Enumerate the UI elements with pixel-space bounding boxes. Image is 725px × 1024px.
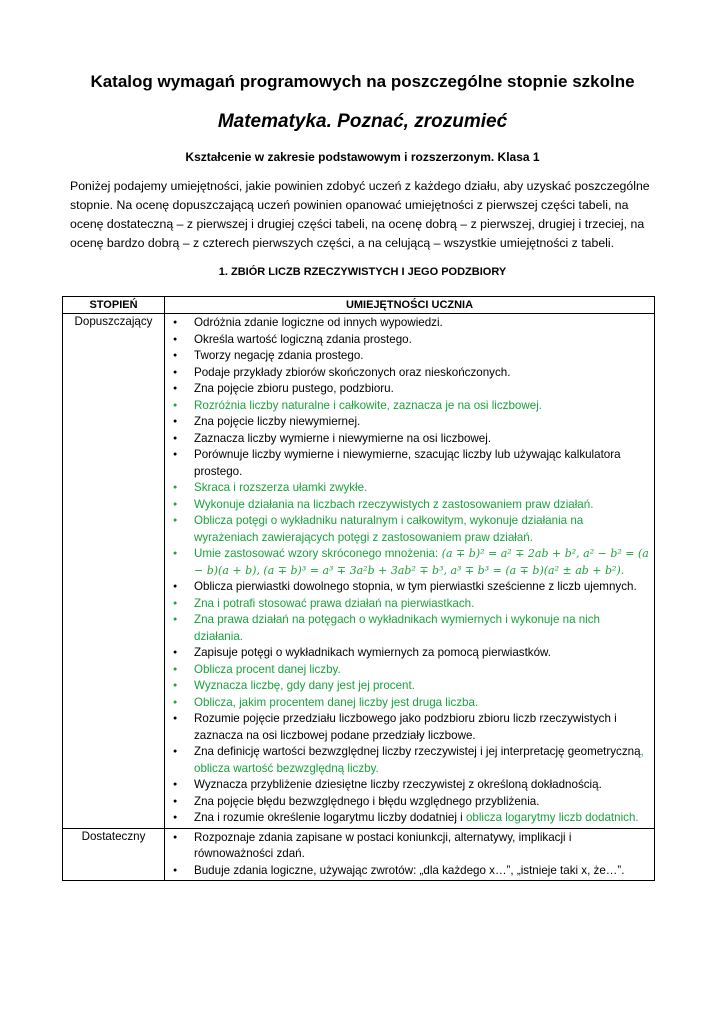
section-title: 1. ZBIÓR LICZB RZECZYWISTYCH I JEGO PODZBIORY xyxy=(218,266,507,278)
skill-text: Oblicza, jakim procentem danej liczby jest druga liczba. xyxy=(194,695,479,709)
skill-item xyxy=(165,711,650,744)
skill-item xyxy=(165,414,650,431)
skill-text: Wykonuje działania na liczbach rzeczywistych z zastosowaniem praw działań. xyxy=(194,497,594,511)
skill-item xyxy=(165,480,650,497)
skill-text: Podaje przykłady zbiorów skończonych oraz nieskończonych. xyxy=(194,365,511,379)
requirements-table xyxy=(62,296,655,881)
grade-cell: Dopuszczający xyxy=(63,314,165,829)
skill-text: Wyznacza przybliżenie dziesiętne liczby rzeczywistej z określoną dokładnością. xyxy=(194,778,602,791)
skill-text: Zna prawa działań na potęgach o wykładnikach wymiernych i wykonuje na nich działania. xyxy=(194,613,601,643)
skill-item xyxy=(165,513,650,546)
table-header-row xyxy=(63,297,655,314)
skill-text: Tworzy negację zdania prostego. xyxy=(194,349,364,362)
skills-cell xyxy=(165,314,655,829)
skill-item xyxy=(165,794,650,811)
skills-list xyxy=(165,314,654,828)
skill-text: Wyznacza liczbę, gdy dany jest jej procent. xyxy=(194,679,415,692)
skill-text: Zna i potrafi stosować prawa działań na pierwiastkach. xyxy=(194,596,475,610)
header-grade: STOPIEŃ xyxy=(63,297,165,314)
table-body xyxy=(63,314,655,881)
skill-text: , oblicza wartość bezwzględną liczby. xyxy=(194,745,644,775)
skill-item xyxy=(165,579,650,596)
skill-item xyxy=(165,546,650,579)
skill-text: Oblicza pierwiastki dowolnego stopnia, w tym pierwiastki sześcienne z liczb ujemnych. xyxy=(194,580,637,593)
header-skills: UMIEJĘTNOŚCI UCZNIA xyxy=(165,297,655,314)
skill-text: Skraca i rozszerza ułamki zwykłe. xyxy=(194,481,368,494)
skill-item xyxy=(165,678,650,695)
skill-item xyxy=(165,332,650,349)
skill-item xyxy=(165,830,650,863)
skill-text: zaznacza je na osi liczbowej. xyxy=(389,398,542,412)
skill-item xyxy=(165,348,650,365)
skill-item xyxy=(165,662,650,679)
skill-text: Rozumie pojęcie przedziału liczbowego jako podzbioru zbioru liczb rzeczywistych i zaznacza na osi liczbowej podane przedziały liczbowe. xyxy=(194,712,617,742)
skill-item xyxy=(165,365,650,382)
skill-text: Oblicza procent danej liczby. xyxy=(194,662,341,676)
skill-item xyxy=(165,315,650,332)
skill-text: Zna pojęcie błędu bezwzględnego i błędu względnego przybliżenia. xyxy=(194,794,540,808)
document-title: Katalog wymagań programowych na poszczególne stopnie szkolne xyxy=(90,72,635,91)
education-level: Kształcenie w zakresie podstawowym i rozszerzonym. Klasa 1 xyxy=(185,150,540,164)
skill-text: Zaznacza liczby wymierne i niewymierne na osi liczbowej. xyxy=(194,431,492,445)
skill-text: Zapisuje potęgi o wykładnikach wymiernych za pomocą pierwiastków. xyxy=(194,646,551,659)
skill-item xyxy=(165,596,650,613)
skill-text: Umie zastosować wzory skróconego mnożenia: xyxy=(194,547,439,560)
skill-item xyxy=(165,381,650,398)
skills-list xyxy=(165,829,654,881)
skill-text: Buduje zdania logiczne, używając zwrotów: „dla każdego x…”, „istnieje taki x, że…”. xyxy=(194,863,625,877)
document-subtitle: Matematyka. Poznać, zrozumieć xyxy=(217,111,508,132)
skill-item xyxy=(165,695,650,712)
skill-item xyxy=(165,810,650,827)
skill-item xyxy=(165,497,650,514)
table-row xyxy=(63,314,655,829)
skills-cell xyxy=(165,828,655,881)
skill-item xyxy=(165,398,650,415)
skill-text: Oblicza potęgi o wykładniku naturalnym i całkowitym, wykonuje działania na wyrażeniach zawierających potęgi z zastosowaniem praw działań. xyxy=(194,514,584,544)
skill-text: Zna pojęcie zbioru pustego, podzbioru. xyxy=(194,382,394,395)
table-row xyxy=(63,828,655,881)
skill-item xyxy=(165,863,650,880)
skill-item xyxy=(165,612,650,645)
skill-text: Zna i rozumie określenie logarytmu liczby dodatniej i xyxy=(194,811,466,824)
intro-paragraph: Poniżej podajemy umiejętności, jakie powinien zdobyć uczeń z każdego działu, aby uzyskać poszczególne stopnie. Na ocenę dopuszczającą uczeń powinien opanować umiejętności z pierwszej części tabeli, na ocenę dostateczną – z pierwszej i drugiej części tabeli, na ocenę dobrą – z pierwszej, drugiej i trzeciej, na ocenę bardzo dobrą – z czterech pierwszych części, a na celującą – wszystkie umiejętności z tabeli. xyxy=(70,179,650,250)
skill-item xyxy=(165,777,650,794)
skill-text: Rozróżnia liczby naturalne i całkowite, xyxy=(194,398,390,412)
skill-item xyxy=(165,645,650,662)
skill-text: Rozpoznaje zdania zapisane w postaci koniunkcji, alternatywy, implikacji i równoważności zdań. xyxy=(194,830,572,860)
skill-text: Odróżnia zdanie logiczne od innych wypowiedzi. xyxy=(194,316,443,329)
skill-text: Porównuje liczby wymierne i niewymierne, szacując liczby lub używając kalkulatora prostego. xyxy=(194,448,621,478)
skill-text: Zna pojęcie liczby niewymiernej. xyxy=(194,415,361,428)
skill-item xyxy=(165,447,650,480)
skill-text: (𝑎 ∓ 𝑏)² = 𝑎² ∓ 2𝑎𝑏 + 𝑏², 𝑎² − 𝑏² = (𝑎 − 𝑏)(𝑎 + 𝑏), (𝑎 ∓ 𝑏)³ = 𝑎³ ∓ 3𝑎²𝑏 + 3𝑎𝑏² ∓ 𝑏³, 𝑎³ ∓ 𝑏³ = (𝑎 ∓ 𝑏)(𝑎² ± 𝑎𝑏 + 𝑏²). xyxy=(194,547,649,577)
skill-text: oblicza logarytmy liczb dodatnich. xyxy=(465,811,639,824)
skill-item xyxy=(165,431,650,448)
skill-text: Określa wartość logiczną zdania prostego. xyxy=(194,332,412,346)
skill-text: Zna definicję wartości bezwzględnej liczby rzeczywistej i jej interpretację geometryczną xyxy=(194,745,641,758)
grade-cell: Dostateczny xyxy=(63,828,165,881)
skill-item xyxy=(165,744,650,777)
